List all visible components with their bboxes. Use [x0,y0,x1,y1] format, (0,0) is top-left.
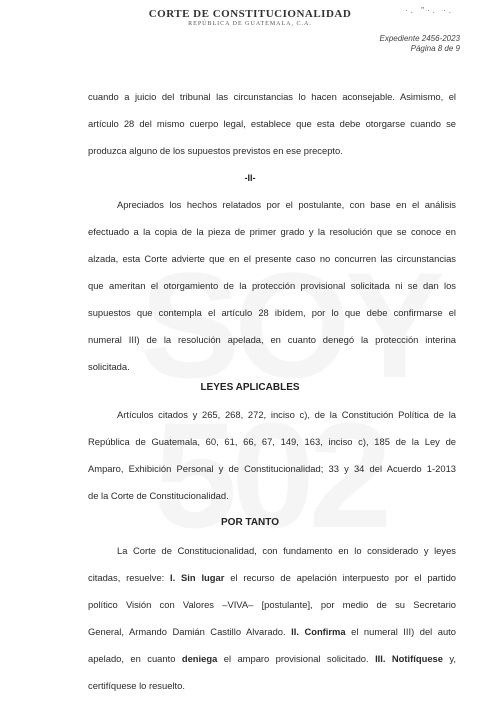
paragraph-line: supuestos que contempla el artículo 28 ibídem, por lo que debe confirmarse el [88,307,456,318]
text-run: el recurso de apelación interpuesto por el partido [224,572,456,583]
paragraph-line: numeral III) de la resolución apelada, en cuanto denegó la protección interina [88,334,456,345]
heading-por-tanto: POR TANTO [221,517,279,528]
paragraph-line: República de Guatemala, 60, 61, 66, 67, 149, 163, inciso c), 185 de la Ley de [88,436,456,447]
text-run: General, Armando Damián Castillo Alvarado. [88,626,292,637]
paragraph-line: certifíquese lo resuelto. [88,680,185,691]
deniega-text: deniega [181,653,218,664]
paragraph-line [88,653,456,665]
text-run: apelado, en cuanto [88,653,182,664]
paragraph-line: solicitada. [88,361,130,372]
paragraph-line: que ameritan el otorgamiento de la protección provisional solicitada ni se dan los [88,280,456,291]
watermark-line-1 [140,250,400,400]
paragraph-line: Artículos citados y 265, 268, 272, inciso c), de la Constitución Política de la [117,409,456,420]
paragraph-line: Amparo, Exhibición Personal y de Constitucionalidad; 33 y 34 del Acuerdo 1-2013 [88,463,456,474]
heading-leyes-aplicables: LEYES APLICABLES [200,382,300,393]
text-run: citadas, resuelve: [88,572,170,583]
corner-mark: ·. "·. ·. [405,6,454,15]
text-run: el numeral III) del auto [345,626,456,637]
paragraph-line: de la Corte de Constitucionalidad. [88,490,229,501]
page-number: Página 8 de 9 [410,44,460,53]
paragraph-line [88,626,456,638]
paragraph-line: produzca alguno de los supuestos previstos en ese precepto. [88,145,343,156]
paragraph-line: político Visión con Valores –VIVA– [postulante], por medio de su Secretario [88,599,456,610]
text-run: y, [442,653,456,664]
paragraph-line: artículo 28 del mismo cuerpo legal, establece que esta debe otorgarse cuando se [88,118,456,129]
paragraph-line: cuando a juicio del tribunal las circunstancias lo hacen aconsejable. Asimismo, el [88,91,456,102]
paragraph-line: La Corte de Constitucionalidad, con fundamento en lo considerado y leyes [117,545,456,556]
text-run: el amparo provisional solicitado. [217,653,376,664]
resolution-point-1: I. Sin lugar [170,572,225,583]
expediente-number: Expediente 2456-2023 [379,34,460,43]
paragraph-line: alzada, esta Corte advierte que en el presente caso no concurren las circunstancias [88,253,456,264]
resolution-point-3: III. Notifíquese [375,653,443,664]
court-subtitle: REPÚBLICA DE GUATEMALA, C.A. [188,21,312,27]
section-marker: -II- [244,173,256,183]
paragraph-line: Apreciados los hechos relatados por el postulante, con base en el análisis [117,199,456,210]
watermark [140,250,400,550]
paragraph-line [88,572,456,584]
court-name: CORTE DE CONSTITUCIONALIDAD [148,8,352,20]
paragraph-line: efectuado a la copia de la pieza de primer grado y la resolución que se conoce en [88,226,456,237]
resolution-point-2: II. Confirma [291,626,346,637]
